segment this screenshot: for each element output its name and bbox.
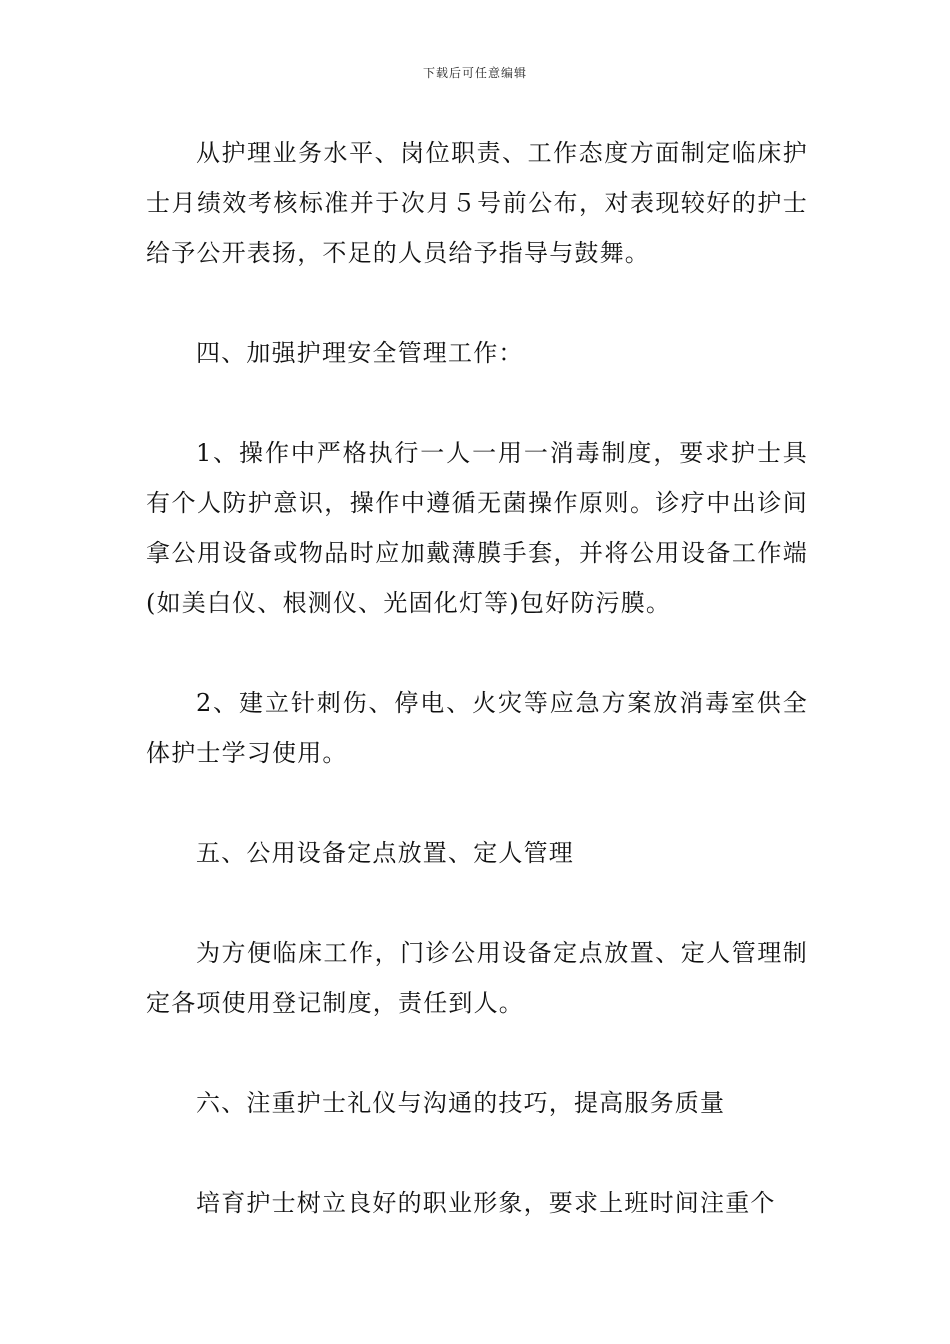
- section-heading-safety: 四、加强护理安全管理工作：: [196, 339, 524, 367]
- paragraph-disinfection: 1、操作中严格执行一人一用一消毒制度，要求护士具有个人防护意识，操作中遵循无菌操作原则。诊疗中出诊间拿公用设备或物品时应加戴薄膜手套，并将公用设备工作端(如美白仪、根测仪、光固化灯等)包好防污膜。: [146, 439, 808, 617]
- section-heading-equipment: 五、公用设备定点放置、定人管理: [196, 839, 574, 867]
- page-header: 下载后可任意编辑: [422, 66, 527, 80]
- section-heading-etiquette: 六、注重护士礼仪与沟通的技巧，提高服务质量: [196, 1089, 726, 1117]
- paragraph-performance-review: 从护理业务水平、岗位职责、工作态度方面制定临床护士月绩效考核标准并于次月５号前公布，对表现较好的护士给予公开表扬，不足的人员给予指导与鼓舞。: [146, 139, 808, 267]
- paragraph-equipment: 为方便临床工作，门诊公用设备定点放置、定人管理制定各项使用登记制度，责任到人。: [146, 939, 808, 1017]
- paragraph-emergency-plan: 2、建立针刺伤、停电、火灾等应急方案放消毒室供全体护士学习使用。: [146, 689, 808, 767]
- document-body: [146, 128, 808, 1228]
- paragraph-professional-image: 培育护士树立良好的职业形象，要求上班时间注重个: [196, 1189, 776, 1217]
